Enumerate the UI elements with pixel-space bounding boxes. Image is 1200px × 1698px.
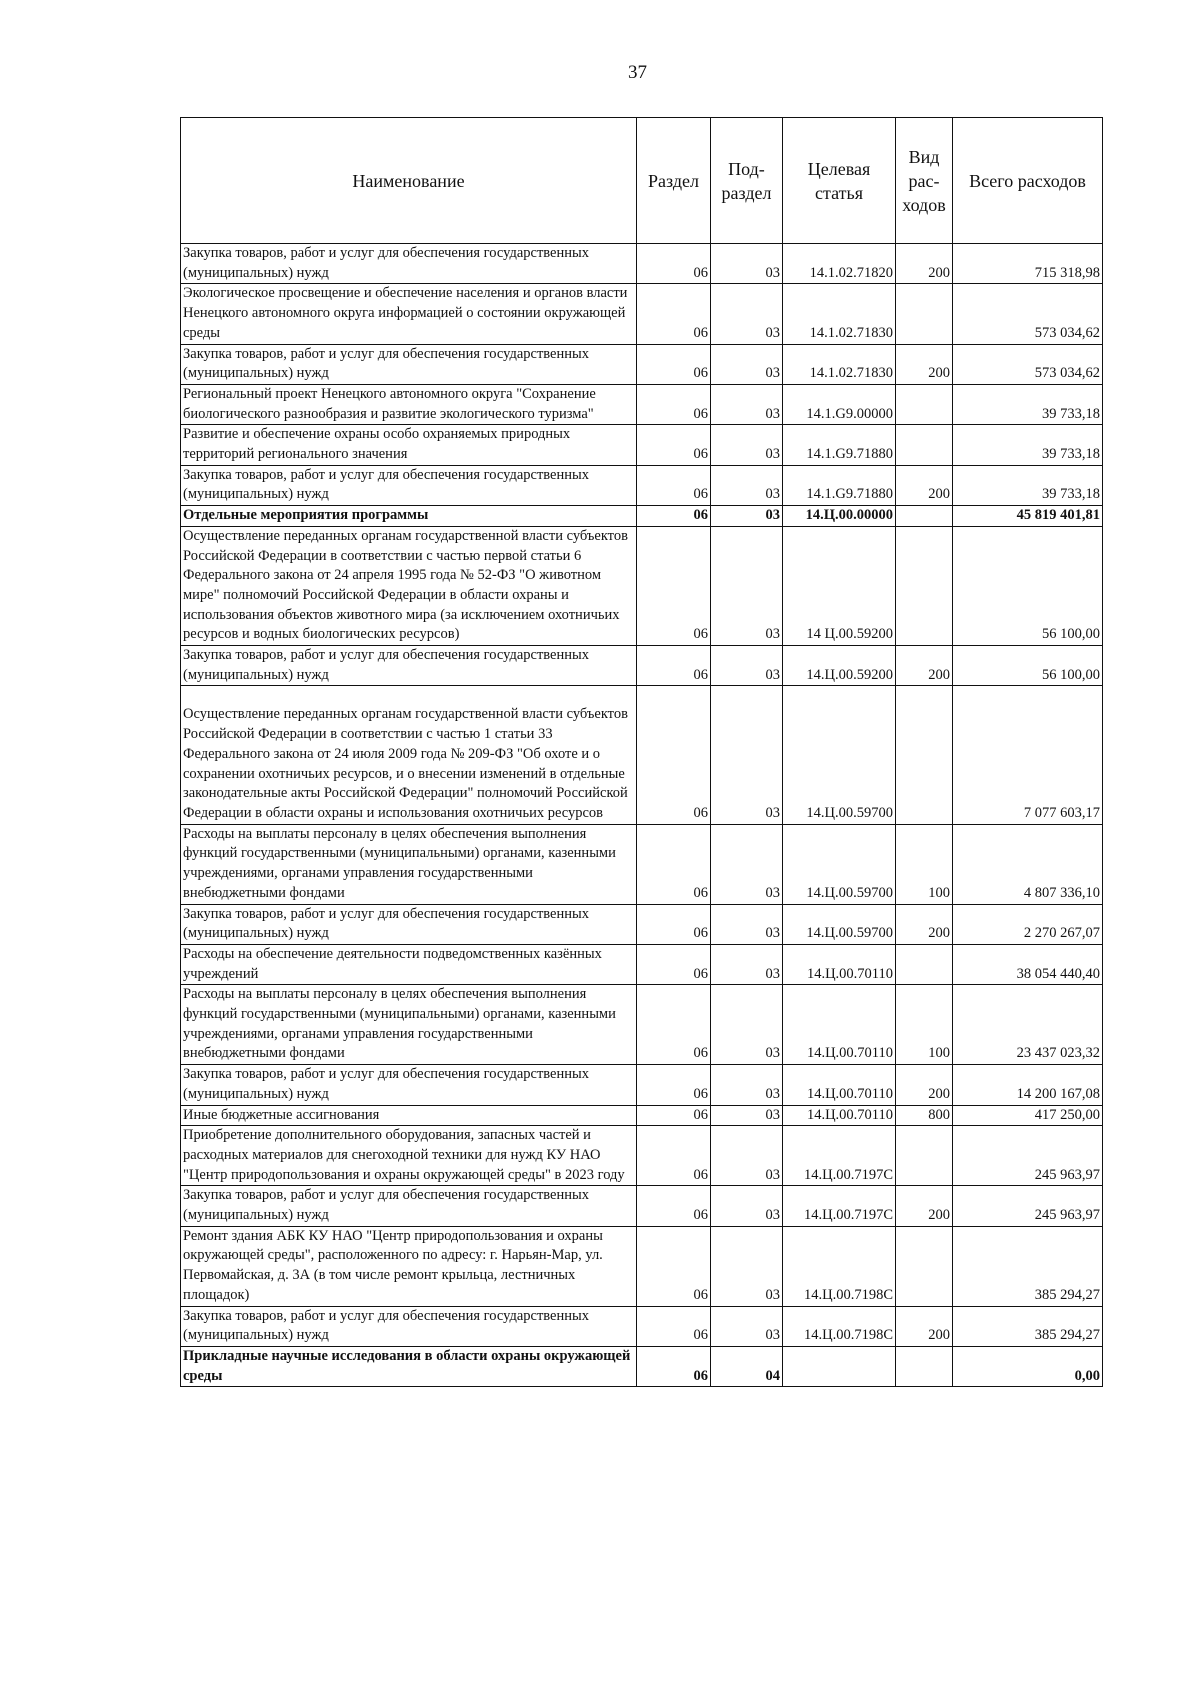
- cell-section: 06: [637, 686, 711, 824]
- cell-section: 06: [637, 344, 711, 384]
- cell-target-article: 14.Ц.00.7198С: [783, 1306, 896, 1346]
- table-row: [181, 944, 1103, 984]
- cell-name: Приобретение дополнительного оборудования, запасных частей и расходных материалов для снегоходной техники для нужд КУ НАО "Центр природопользования и охраны окружающей среды" в 2023 году: [181, 1126, 637, 1186]
- cell-subsection: 03: [711, 944, 783, 984]
- cell-expense-type: 200: [896, 646, 953, 686]
- cell-total: 417 250,00: [953, 1105, 1103, 1126]
- cell-section: 06: [637, 244, 711, 284]
- cell-expense-type: [896, 1126, 953, 1186]
- cell-subsection: 03: [711, 506, 783, 527]
- cell-section: 06: [637, 985, 711, 1065]
- cell-target-article: 14.1.G9.00000: [783, 384, 896, 424]
- cell-name: Закупка товаров, работ и услуг для обеспечения государственных (муниципальных) нужд: [181, 1306, 637, 1346]
- cell-subsection: 03: [711, 1226, 783, 1306]
- cell-name: Расходы на выплаты персоналу в целях обеспечения выполнения функций государственными (муниципальными) органами, казенными учреждениями, органами управления государственными внебюджетными фондами: [181, 985, 637, 1065]
- cell-target-article: [783, 1346, 896, 1386]
- cell-name: Осуществление переданных органам государственной власти субъектов Российской Федерации в соответствии с частью 1 статьи 33 Федерального закона от 24 июля 2009 года № 209-ФЗ "Об охоте и о сохранении охотничьих ресурсов, и о внесении изменений в отдельные законодательные акты Российской Федерации" полномочий Российской Федерации в области охраны и использования охотничьих ресурсов: [181, 686, 637, 824]
- cell-section: 06: [637, 384, 711, 424]
- cell-section: 06: [637, 944, 711, 984]
- cell-section: 06: [637, 1346, 711, 1386]
- cell-section: 06: [637, 506, 711, 527]
- cell-total: 39 733,18: [953, 465, 1103, 505]
- cell-subsection: 03: [711, 244, 783, 284]
- cell-subsection: 03: [711, 646, 783, 686]
- cell-target-article: 14.Ц.00.00000: [783, 506, 896, 527]
- cell-subsection: 03: [711, 1186, 783, 1226]
- cell-total: 23 437 023,32: [953, 985, 1103, 1065]
- cell-expense-type: 200: [896, 1065, 953, 1105]
- header-subsection: Под- раздел: [711, 118, 783, 244]
- cell-target-article: 14.Ц.00.70110: [783, 944, 896, 984]
- cell-expense-type: [896, 284, 953, 344]
- cell-target-article: 14.1.G9.71880: [783, 465, 896, 505]
- cell-target-article: 14.Ц.00.70110: [783, 1065, 896, 1105]
- cell-target-article: 14.1.02.71830: [783, 344, 896, 384]
- page-number: 37: [628, 62, 647, 83]
- cell-total: 38 054 440,40: [953, 944, 1103, 984]
- cell-section: 06: [637, 284, 711, 344]
- cell-target-article: 14.Ц.00.7197С: [783, 1126, 896, 1186]
- cell-section: 06: [637, 425, 711, 465]
- header-name: Наименование: [181, 118, 637, 244]
- cell-section: 06: [637, 1065, 711, 1105]
- table-row: [181, 526, 1103, 645]
- cell-expense-type: 200: [896, 465, 953, 505]
- cell-name: Прикладные научные исследования в области охраны окружающей среды: [181, 1346, 637, 1386]
- table-row: [181, 646, 1103, 686]
- table-row: [181, 384, 1103, 424]
- cell-total: 573 034,62: [953, 344, 1103, 384]
- cell-expense-type: 200: [896, 1306, 953, 1346]
- table-row: [181, 904, 1103, 944]
- table-row: [181, 1346, 1103, 1386]
- table-row: [181, 244, 1103, 284]
- cell-target-article: 14.Ц.00.70110: [783, 985, 896, 1065]
- cell-total: 14 200 167,08: [953, 1065, 1103, 1105]
- cell-total: 715 318,98: [953, 244, 1103, 284]
- cell-name: Расходы на выплаты персоналу в целях обеспечения выполнения функций государственными (муниципальными) органами, казенными учреждениями, органами управления государственными внебюджетными фондами: [181, 824, 637, 904]
- cell-subsection: 03: [711, 526, 783, 645]
- budget-table: [180, 117, 1103, 1387]
- table-row: [181, 1105, 1103, 1126]
- cell-expense-type: 200: [896, 344, 953, 384]
- cell-expense-type: [896, 686, 953, 824]
- cell-name: Закупка товаров, работ и услуг для обеспечения государственных (муниципальных) нужд: [181, 1186, 637, 1226]
- cell-section: 06: [637, 1186, 711, 1226]
- cell-subsection: 03: [711, 985, 783, 1065]
- cell-total: 39 733,18: [953, 384, 1103, 424]
- cell-target-article: 14.Ц.00.59700: [783, 686, 896, 824]
- cell-total: 0,00: [953, 1346, 1103, 1386]
- cell-expense-type: 200: [896, 904, 953, 944]
- cell-total: 245 963,97: [953, 1186, 1103, 1226]
- cell-subsection: 03: [711, 384, 783, 424]
- cell-total: 56 100,00: [953, 526, 1103, 645]
- cell-total: 56 100,00: [953, 646, 1103, 686]
- cell-name: Региональный проект Ненецкого автономного округа "Сохранение биологического разнообразия и развитие экологического туризма": [181, 384, 637, 424]
- header-expense-type: Вид рас- ходов: [896, 118, 953, 244]
- cell-total: 4 807 336,10: [953, 824, 1103, 904]
- cell-section: 06: [637, 465, 711, 505]
- cell-expense-type: 200: [896, 1186, 953, 1226]
- table-row: [181, 1065, 1103, 1105]
- table-row: [181, 425, 1103, 465]
- cell-name: Расходы на обеспечение деятельности подведомственных казённых учреждений: [181, 944, 637, 984]
- header-section: Раздел: [637, 118, 711, 244]
- cell-subsection: 03: [711, 824, 783, 904]
- cell-expense-type: [896, 506, 953, 527]
- cell-name: Ремонт здания АБК КУ НАО "Центр природопользования и охраны окружающей среды", расположенного по адресу: г. Нарьян-Мар, ул. Первомайская, д. 3А (в том числе ремонт крыльца, лестничных площадок): [181, 1226, 637, 1306]
- cell-total: 573 034,62: [953, 284, 1103, 344]
- cell-name: Отдельные мероприятия программы: [181, 506, 637, 527]
- cell-target-article: 14 Ц.00.59200: [783, 526, 896, 645]
- table-row: [181, 985, 1103, 1065]
- cell-target-article: 14.1.02.71830: [783, 284, 896, 344]
- cell-section: 06: [637, 526, 711, 645]
- cell-expense-type: [896, 944, 953, 984]
- table-row: [181, 1306, 1103, 1346]
- cell-name: Закупка товаров, работ и услуг для обеспечения государственных (муниципальных) нужд: [181, 344, 637, 384]
- cell-subsection: 03: [711, 686, 783, 824]
- cell-total: 45 819 401,81: [953, 506, 1103, 527]
- cell-name: Закупка товаров, работ и услуг для обеспечения государственных (муниципальных) нужд: [181, 244, 637, 284]
- cell-expense-type: 200: [896, 244, 953, 284]
- cell-name: Закупка товаров, работ и услуг для обеспечения государственных (муниципальных) нужд: [181, 1065, 637, 1105]
- cell-expense-type: [896, 425, 953, 465]
- cell-total: 7 077 603,17: [953, 686, 1103, 824]
- header-target-article: Целевая статья: [783, 118, 896, 244]
- cell-section: 06: [637, 1105, 711, 1126]
- cell-expense-type: [896, 1346, 953, 1386]
- cell-target-article: 14.Ц.00.7197С: [783, 1186, 896, 1226]
- cell-subsection: 03: [711, 1105, 783, 1126]
- cell-subsection: 03: [711, 425, 783, 465]
- cell-section: 06: [637, 646, 711, 686]
- table-header-row: [181, 118, 1103, 244]
- cell-total: 39 733,18: [953, 425, 1103, 465]
- cell-target-article: 14.Ц.00.59700: [783, 824, 896, 904]
- table-row: [181, 506, 1103, 527]
- cell-target-article: 14.Ц.00.70110: [783, 1105, 896, 1126]
- cell-section: 06: [637, 904, 711, 944]
- cell-subsection: 03: [711, 1065, 783, 1105]
- cell-name: Развитие и обеспечение охраны особо охраняемых природных территорий регионального значения: [181, 425, 637, 465]
- table-row: [181, 344, 1103, 384]
- cell-target-article: 14.Ц.00.59700: [783, 904, 896, 944]
- cell-total: 2 270 267,07: [953, 904, 1103, 944]
- cell-total: 385 294,27: [953, 1226, 1103, 1306]
- cell-total: 245 963,97: [953, 1126, 1103, 1186]
- cell-section: 06: [637, 1226, 711, 1306]
- table-row: [181, 465, 1103, 505]
- table-row: [181, 284, 1103, 344]
- cell-expense-type: [896, 526, 953, 645]
- cell-name: Закупка товаров, работ и услуг для обеспечения государственных (муниципальных) нужд: [181, 904, 637, 944]
- cell-section: 06: [637, 824, 711, 904]
- header-total: Всего расходов: [953, 118, 1103, 244]
- cell-expense-type: [896, 1226, 953, 1306]
- cell-expense-type: [896, 384, 953, 424]
- cell-expense-type: 100: [896, 824, 953, 904]
- cell-subsection: 03: [711, 904, 783, 944]
- cell-subsection: 03: [711, 1306, 783, 1346]
- cell-target-article: 14.1.G9.71880: [783, 425, 896, 465]
- table-row: [181, 686, 1103, 824]
- table-row: [181, 824, 1103, 904]
- cell-name: Закупка товаров, работ и услуг для обеспечения государственных (муниципальных) нужд: [181, 646, 637, 686]
- cell-name: Осуществление переданных органам государственной власти субъектов Российской Федерации в соответствии с частью первой статьи 6 Федерального закона от 24 апреля 1995 года № 52-ФЗ "О животном мире" полномочий Российской Федерации в области охраны и использования объектов животного мира (за исключением охотничьих ресурсов и водных биологических ресурсов): [181, 526, 637, 645]
- cell-total: 385 294,27: [953, 1306, 1103, 1346]
- cell-subsection: 03: [711, 284, 783, 344]
- table-row: [181, 1186, 1103, 1226]
- cell-expense-type: 100: [896, 985, 953, 1065]
- cell-target-article: 14.Ц.00.7198С: [783, 1226, 896, 1306]
- cell-subsection: 03: [711, 344, 783, 384]
- cell-name: Закупка товаров, работ и услуг для обеспечения государственных (муниципальных) нужд: [181, 465, 637, 505]
- cell-subsection: 04: [711, 1346, 783, 1386]
- cell-subsection: 03: [711, 465, 783, 505]
- cell-name: Экологическое просвещение и обеспечение населения и органов власти Ненецкого автономного округа информацией о состоянии окружающей среды: [181, 284, 637, 344]
- cell-target-article: 14.Ц.00.59200: [783, 646, 896, 686]
- cell-expense-type: 800: [896, 1105, 953, 1126]
- cell-section: 06: [637, 1306, 711, 1346]
- cell-subsection: 03: [711, 1126, 783, 1186]
- table-row: [181, 1126, 1103, 1186]
- cell-target-article: 14.1.02.71820: [783, 244, 896, 284]
- cell-section: 06: [637, 1126, 711, 1186]
- table-row: [181, 1226, 1103, 1306]
- cell-name: Иные бюджетные ассигнования: [181, 1105, 637, 1126]
